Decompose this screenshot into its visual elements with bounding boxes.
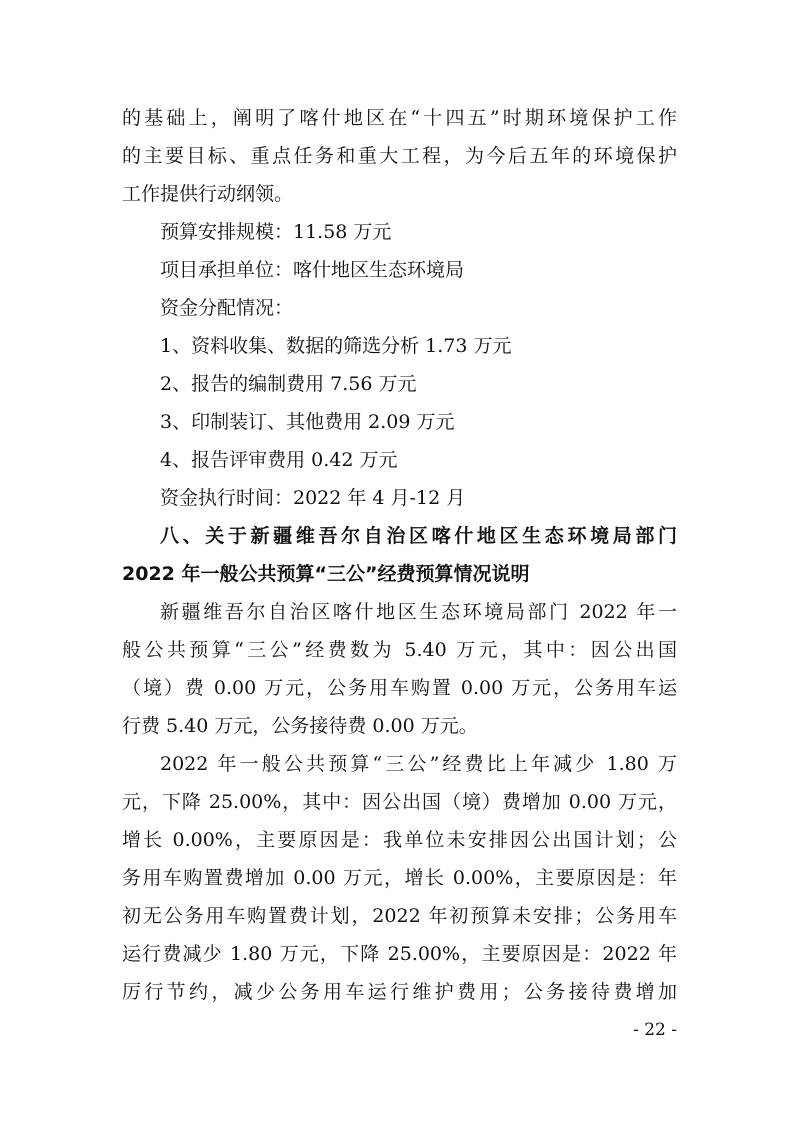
paragraph-line: 的主要目标、重点任务和重大工程，为今后五年的环境保护 — [122, 145, 677, 167]
page-number: - 22 - — [633, 1020, 677, 1040]
paragraph-line: 元，下降 25.00%，其中：因公出国（境）费增加 0.00 万元， — [122, 791, 677, 813]
paragraph-line: 厉行节约，减少公务用车运行维护费用；公务接待费增加 — [122, 981, 677, 1003]
fund-allocation-label: 资金分配情况： — [160, 297, 294, 319]
section-heading: 八、关于新疆维吾尔自治区喀什地区生态环境局部门 — [160, 525, 677, 547]
project-unit-line: 项目承担单位：喀什地区生态环境局 — [160, 259, 465, 281]
budget-scale-line: 预算安排规模：11.58 万元 — [160, 221, 392, 243]
paragraph-line: 行费 5.40 万元，公务接待费 0.00 万元。 — [122, 715, 478, 737]
paragraph-line: 务用车购置费增加 0.00 万元，增长 0.00%，主要原因是：年 — [122, 867, 677, 889]
paragraph-line: （境）费 0.00 万元，公务用车购置 0.00 万元，公务用车运 — [122, 677, 677, 699]
allocation-item-1: 1、资料收集、数据的筛选分析 1.73 万元 — [160, 335, 512, 357]
paragraph-line: 工作提供行动纲领。 — [122, 183, 294, 205]
paragraph-line: 2022 年一般公共预算“三公”经费比上年减少 1.80 万 — [160, 753, 677, 775]
paragraph-line: 的基础上，阐明了喀什地区在“十四五”时期环境保护工作 — [122, 107, 677, 129]
paragraph-line: 运行费减少 1.80 万元，下降 25.00%，主要原因是：2022 年 — [122, 943, 677, 965]
paragraph-line: 新疆维吾尔自治区喀什地区生态环境局部门 2022 年一 — [160, 601, 677, 623]
paragraph-line: 初无公务用车购置费计划，2022 年初预算未安排；公务用车 — [122, 905, 677, 927]
paragraph-line: 增长 0.00%，主要原因是：我单位未安排因公出国计划；公 — [122, 829, 677, 851]
allocation-item-2: 2、报告的编制费用 7.56 万元 — [160, 373, 417, 395]
paragraph-line: 般公共预算“三公”经费数为 5.40 万元，其中：因公出国 — [122, 639, 677, 661]
allocation-item-3: 3、印制装订、其他费用 2.09 万元 — [160, 411, 455, 433]
execution-time-line: 资金执行时间：2022 年 4 月-12 月 — [160, 487, 466, 509]
allocation-item-4: 4、报告评审费用 0.42 万元 — [160, 449, 398, 471]
section-heading-cont: 2022 年一般公共预算“三公”经费预算情况说明 — [122, 563, 530, 585]
